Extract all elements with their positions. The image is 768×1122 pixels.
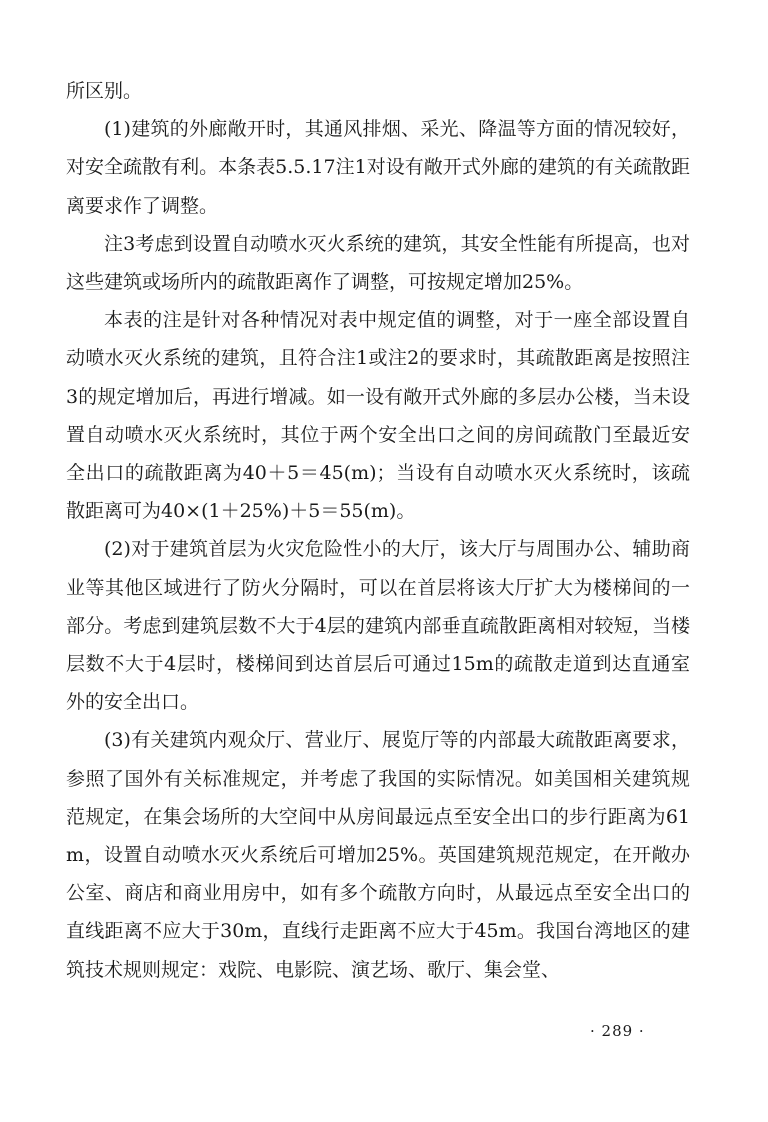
page-number: · 289 · <box>590 1022 645 1040</box>
paragraph-open-corridor: (1)建筑的外廊敞开时，其通风排烟、采光、降温等方面的情况较好，对安全疏散有利。本条表5.5.17注1对设有敞开式外廊的建筑的有关疏散距离要求作了调整。 <box>66 118 690 217</box>
paragraph-continuation: 所区别。 <box>66 80 143 102</box>
body-text <box>66 72 690 989</box>
paragraph-assembly-halls: (3)有关建筑内观众厅、营业厅、展览厅等的内部最大疏散距离要求，参照了国外有关标准规定，并考虑了我国的实际情况。如美国相关建筑规范规定，在集会场所的大空间中从房间最远点至安全出口的步行距离为61m，设置自动喷水灭火系统后可增加25%。英国建筑规范规定，在开敞办公室、商店和商业用房中，如有多个疏散方向时，从最远点至安全出口的直线距离不应大于30m，直线行走距离不应大于45m。我国台湾地区的建筑技术规则规定：戏院、电影院、演艺场、歌厅、集会堂、 <box>66 729 690 981</box>
paragraph-table-notes: 本表的注是针对各种情况对表中规定值的调整，对于一座全部设置自动喷水灭火系统的建筑，且符合注1或注2的要求时，其疏散距离是按照注3的规定增加后，再进行增减。如一设有敞开式外廊的多层办公楼，当未设置自动喷水灭火系统时，其位于两个安全出口之间的房间疏散门至最近安全出口的疏散距离为40＋5＝45(m)；当设有自动喷水灭火系统时，该疏散距离可为40×(1＋25%)＋5＝55(m)。 <box>66 309 690 523</box>
paragraph-note-3: 注3考虑到设置自动喷水灭火系统的建筑，其安全性能有所提高，也对这些建筑或场所内的疏散距离作了调整，可按规定增加25%。 <box>66 232 690 294</box>
paragraph-ground-floor-hall: (2)对于建筑首层为火灾危险性小的大厅，该大厅与周围办公、辅助商业等其他区域进行了防火分隔时，可以在首层将该大厅扩大为楼梯间的一部分。考虑到建筑层数不大于4层的建筑内部垂直疏散距离相对较短，当楼层数不大于4层时，楼梯间到达首层后可通过15m的疏散走道到达直通室外的安全出口。 <box>66 538 690 714</box>
